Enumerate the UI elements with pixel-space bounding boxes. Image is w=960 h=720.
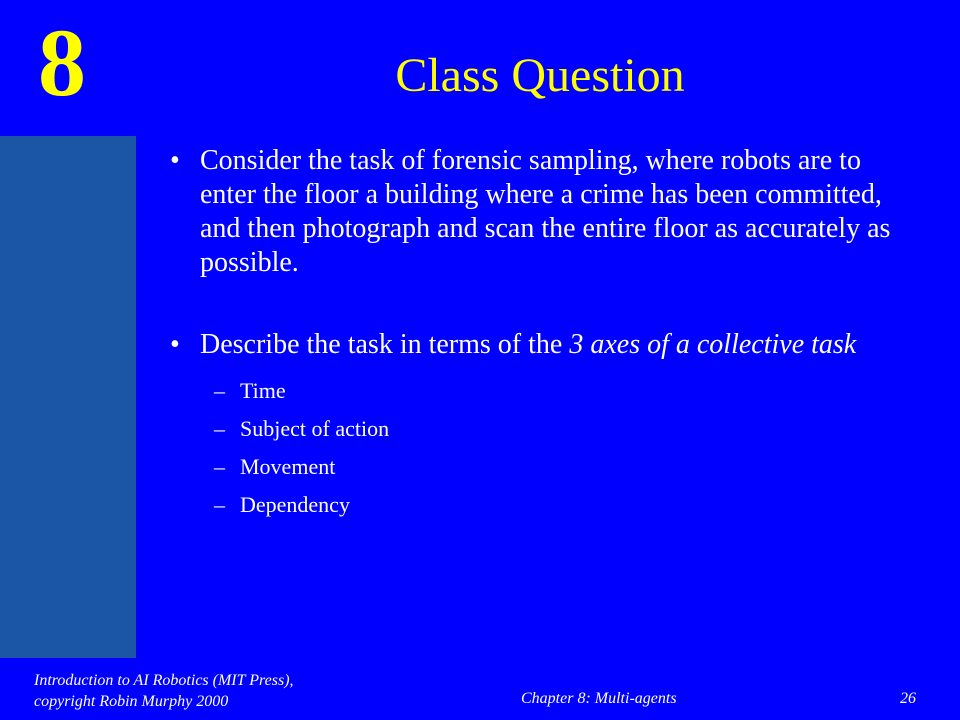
bullet-text: Consider the task of forensic sampling, where robots are to enter the floor a building where a crime has been committed, and then photograph and scan the entire floor as accurately as possible.: [200, 145, 891, 278]
sub-item-marker: –: [214, 492, 225, 517]
slide-content: [170, 144, 910, 524]
sub-item-dependency: [214, 486, 910, 524]
bullet-describe-task: [170, 328, 910, 362]
sub-item-movement: [214, 448, 910, 486]
sub-item-label: Movement: [240, 454, 336, 479]
sub-item-marker: –: [214, 454, 225, 479]
footer-credit-line1: Introduction to AI Robotics (MIT Press),: [34, 672, 294, 689]
sub-list-axes: [170, 372, 910, 524]
bullet-marker: •: [170, 145, 180, 176]
sub-item-subject-of-action: [214, 410, 910, 448]
sub-item-marker: –: [214, 416, 225, 441]
sub-item-label: Subject of action: [240, 416, 390, 441]
footer-credit-line2: copyright Robin Murphy 2000: [34, 693, 229, 710]
page-number: 26: [900, 690, 916, 707]
bullet-emphasis: 3 axes of a collective task: [569, 329, 857, 360]
slide-title: Class Question: [395, 49, 685, 102]
bullet-text: Describe the task in terms of the: [200, 329, 570, 360]
bullet-forensic-sampling: [170, 144, 910, 280]
footer-credit: [34, 670, 294, 712]
side-bar: [0, 136, 136, 658]
bullet-marker: •: [170, 329, 180, 360]
sub-item-label: Time: [240, 378, 286, 403]
sub-item-label: Dependency: [240, 492, 350, 517]
sub-item-marker: –: [214, 378, 225, 403]
chapter-number: 8: [38, 9, 86, 116]
sub-item-time: [214, 372, 910, 410]
footer-chapter: Chapter 8: Multi-agents: [521, 690, 677, 707]
